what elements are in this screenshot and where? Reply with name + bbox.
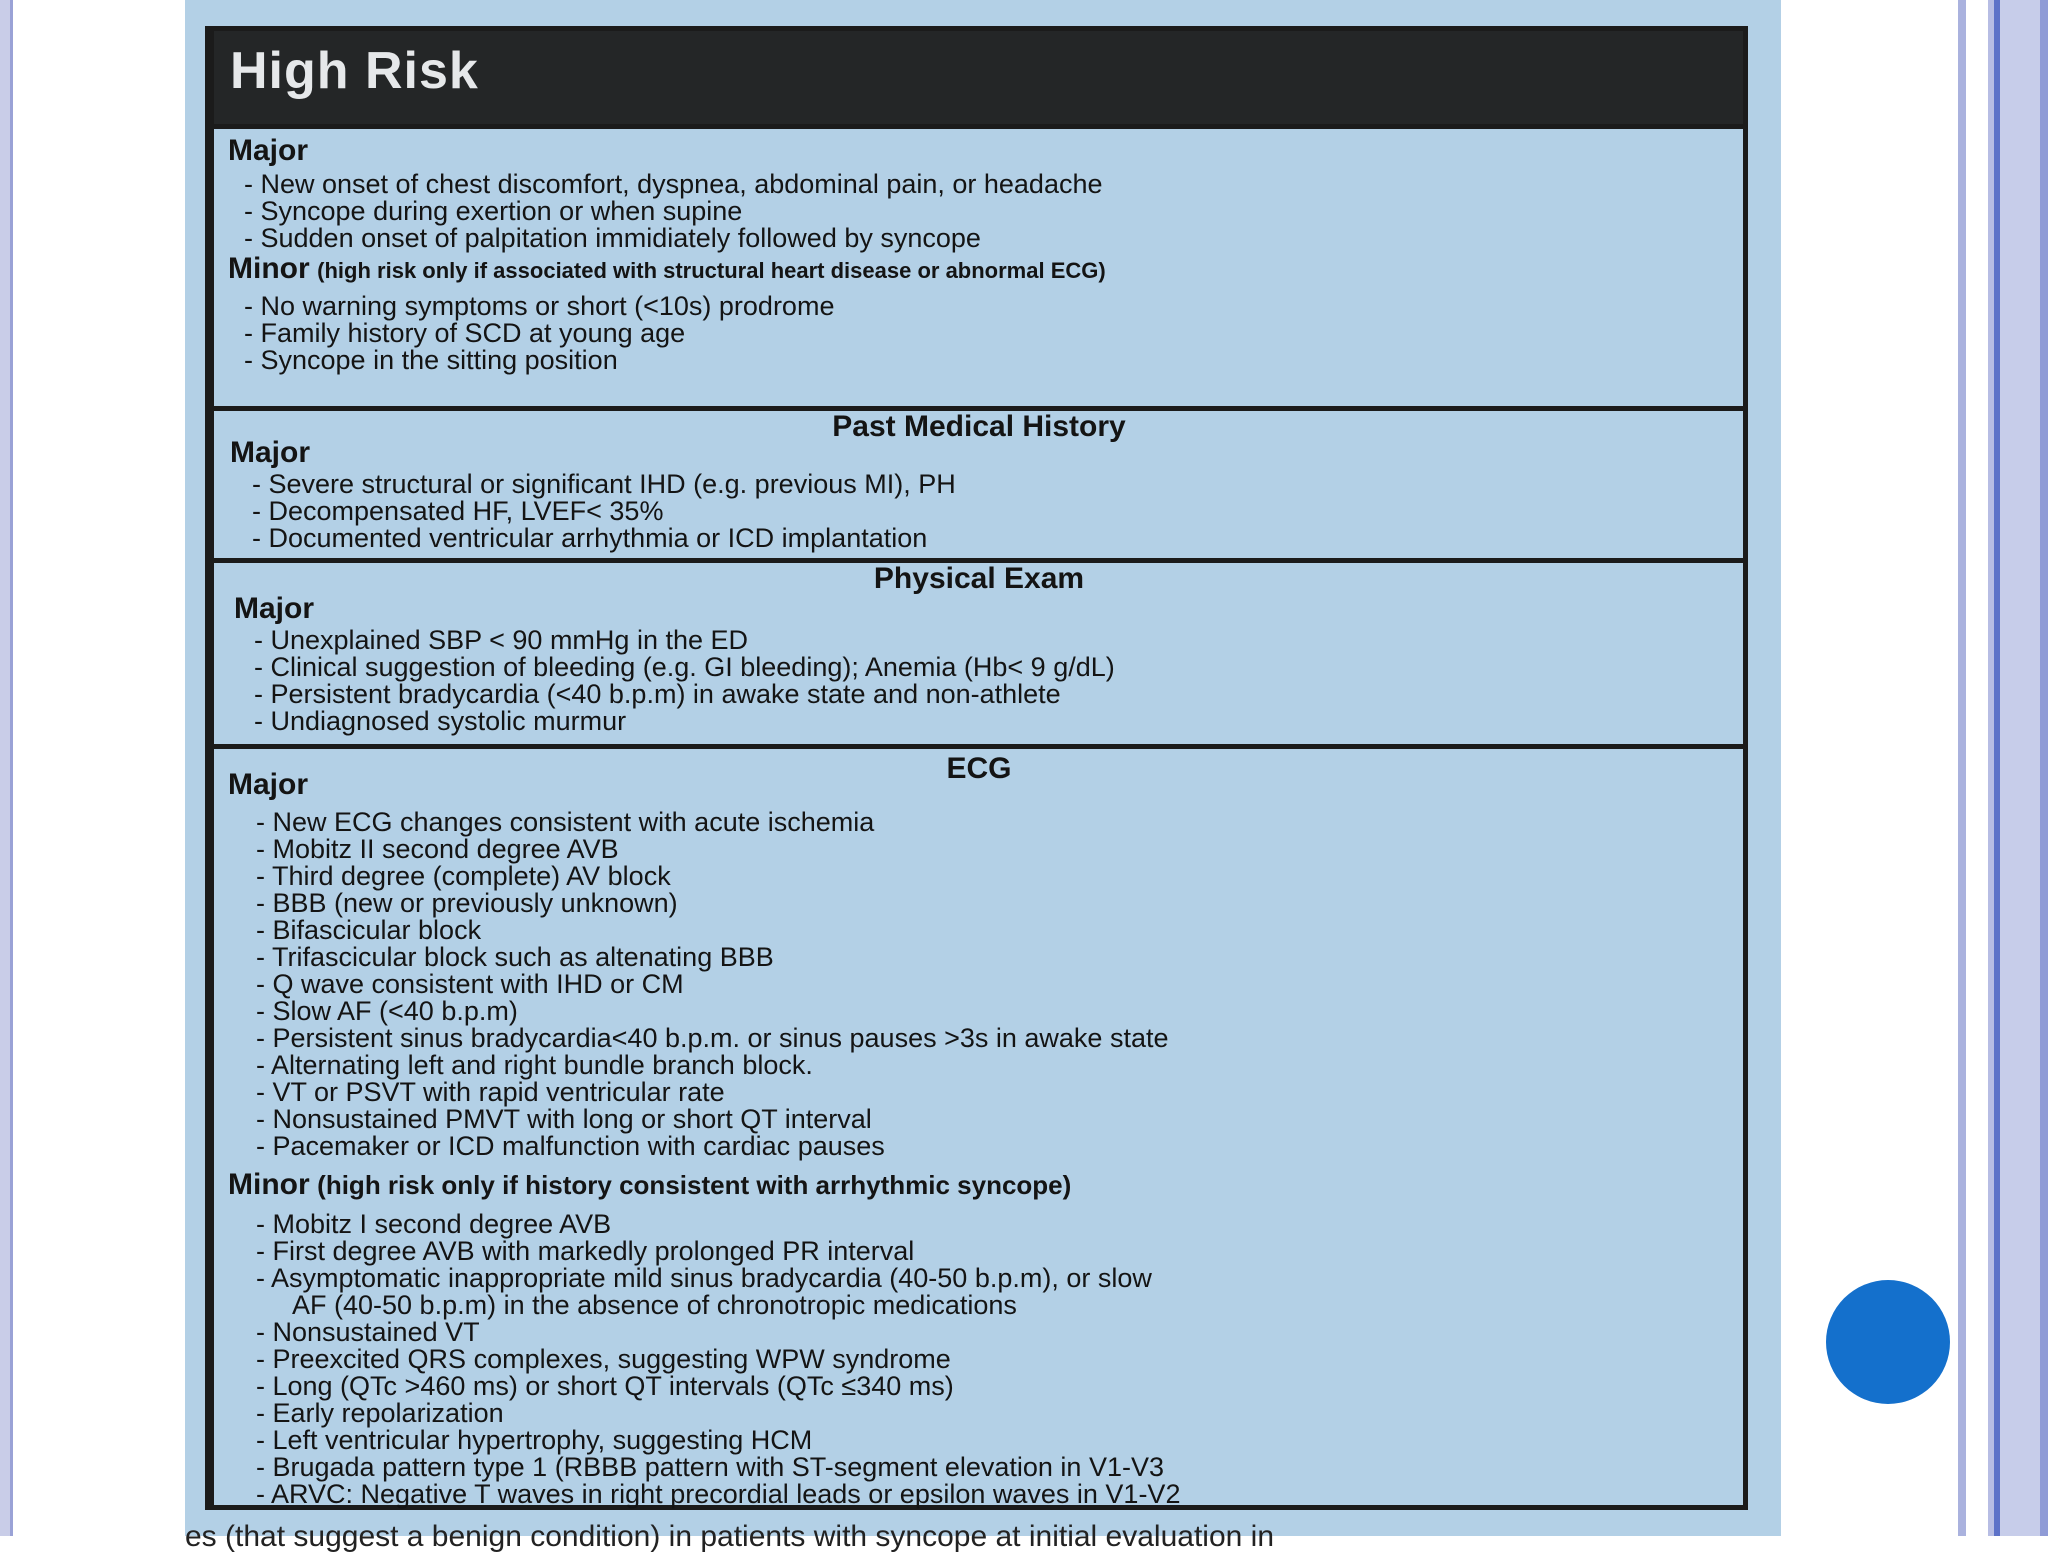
section-physical-exam: [214, 563, 1743, 749]
title-bar: [214, 31, 1743, 129]
list-item: - First degree AVB with markedly prolonged PR interval: [256, 1236, 915, 1266]
clipped-caption: es (that suggest a benign condition) in patients with syncope at initial evaluation in: [185, 1520, 1275, 1553]
list-item: - Slow AF (<40 b.p.m): [256, 996, 518, 1026]
list-item: - Alternating left and right bundle branch block.: [256, 1050, 813, 1080]
list-item: - Syncope during exertion or when supine: [244, 196, 743, 226]
section-heading: Physical Exam: [873, 562, 1085, 595]
list-item: - Sudden onset of palpitation immidiately followed by syncope: [244, 223, 981, 253]
list-item: - Q wave consistent with IHD or CM: [256, 969, 684, 999]
list-item: - Pacemaker or ICD malfunction with cardiac pauses: [256, 1131, 885, 1161]
list-item: - Nonsustained VT: [256, 1317, 480, 1347]
list-item: - Trifascicular block such as altenating BBB: [256, 942, 774, 972]
list-item: - Preexcited QRS complexes, suggesting WPW syndrome: [256, 1344, 951, 1374]
list-item: - Persistent sinus bradycardia<40 b.p.m. or sinus pauses >3s in awake state: [256, 1023, 1169, 1053]
list-item: - Nonsustained PMVT with long or short QT interval: [256, 1104, 872, 1134]
left-frame-stripe: [0, 0, 18, 1536]
section-symptoms: [214, 129, 1743, 411]
list-item: - Early repolarization: [256, 1398, 504, 1428]
minor-label: Minor: [228, 252, 310, 285]
list-item: - Third degree (complete) AV block: [256, 861, 671, 891]
list-item: - Mobitz I second degree AVB: [256, 1209, 612, 1239]
list-item: - Unexplained SBP < 90 mmHg in the ED: [254, 625, 749, 655]
list-item: - New onset of chest discomfort, dyspnea, abdominal pain, or headache: [244, 169, 1103, 199]
list-item: - Bifascicular block: [256, 915, 482, 945]
table-title: High Risk: [230, 42, 479, 100]
right-frame-stripe: [2040, 0, 2048, 1536]
list-item: - Decompensated HF, LVEF< 35%: [252, 496, 664, 526]
list-item: - Asymptomatic inappropriate mild sinus bradycardia (40-50 b.p.m), or slow: [256, 1263, 1152, 1293]
section-past-medical-history: [214, 411, 1743, 563]
list-item: - BBB (new or previously unknown): [256, 888, 678, 918]
list-item: - Undiagnosed systolic murmur: [254, 706, 627, 736]
list-item: - Severe structural or significant IHD (e.g. previous MI), PH: [252, 469, 956, 499]
list-item: - VT or PSVT with rapid ventricular rate: [256, 1077, 725, 1107]
floating-action-button[interactable]: [1826, 1280, 1950, 1404]
section-heading: ECG: [946, 752, 1012, 785]
section-ecg: [214, 749, 1743, 1511]
slide-image: [185, 0, 1781, 1553]
list-item: - Mobitz II second degree AVB: [256, 834, 619, 864]
list-item: - No warning symptoms or short (<10s) prodrome: [244, 291, 835, 321]
list-item-continuation: AF (40-50 b.p.m) in the absence of chronotropic medications: [292, 1290, 1017, 1320]
list-item: - Family history of SCD at young age: [244, 318, 686, 348]
list-item: - ARVC: Negative T waves in right precordial leads or epsilon waves in V1-V2: [256, 1479, 1181, 1509]
list-item: - Brugada pattern type 1 (RBBB pattern with ST-segment elevation in V1-V3: [256, 1452, 1164, 1482]
minor-note: (high risk only if associated with structural heart disease or abnormal ECG): [317, 258, 1106, 283]
minor-note: (high risk only if history consistent with arrhythmic syncope): [317, 1170, 1072, 1200]
list-item: - Left ventricular hypertrophy, suggesting HCM: [256, 1425, 813, 1455]
minor-heading: [228, 1168, 1072, 1201]
major-label: Major: [228, 134, 309, 167]
list-item: - Syncope in the sitting position: [244, 345, 618, 375]
list-item: - Documented ventricular arrhythmia or ICD implantation: [252, 523, 928, 553]
major-label: Major: [230, 436, 311, 469]
minor-label: Minor: [228, 1168, 310, 1201]
list-item: - New ECG changes consistent with acute ischemia: [256, 807, 875, 837]
list-item: - Persistent bradycardia (<40 b.p.m) in awake state and non-athlete: [254, 679, 1061, 709]
minor-heading: [228, 252, 1106, 285]
major-label: Major: [228, 768, 309, 801]
list-item: - Clinical suggestion of bleeding (e.g. GI bleeding); Anemia (Hb< 9 g/dL): [254, 652, 1115, 682]
major-label: Major: [234, 592, 315, 625]
risk-table: [205, 26, 1748, 1510]
list-item: - Long (QTc >460 ms) or short QT intervals (QTc ≤340 ms): [256, 1371, 954, 1401]
right-frame-stripe: [1958, 0, 1966, 1536]
section-heading: Past Medical History: [832, 410, 1126, 443]
